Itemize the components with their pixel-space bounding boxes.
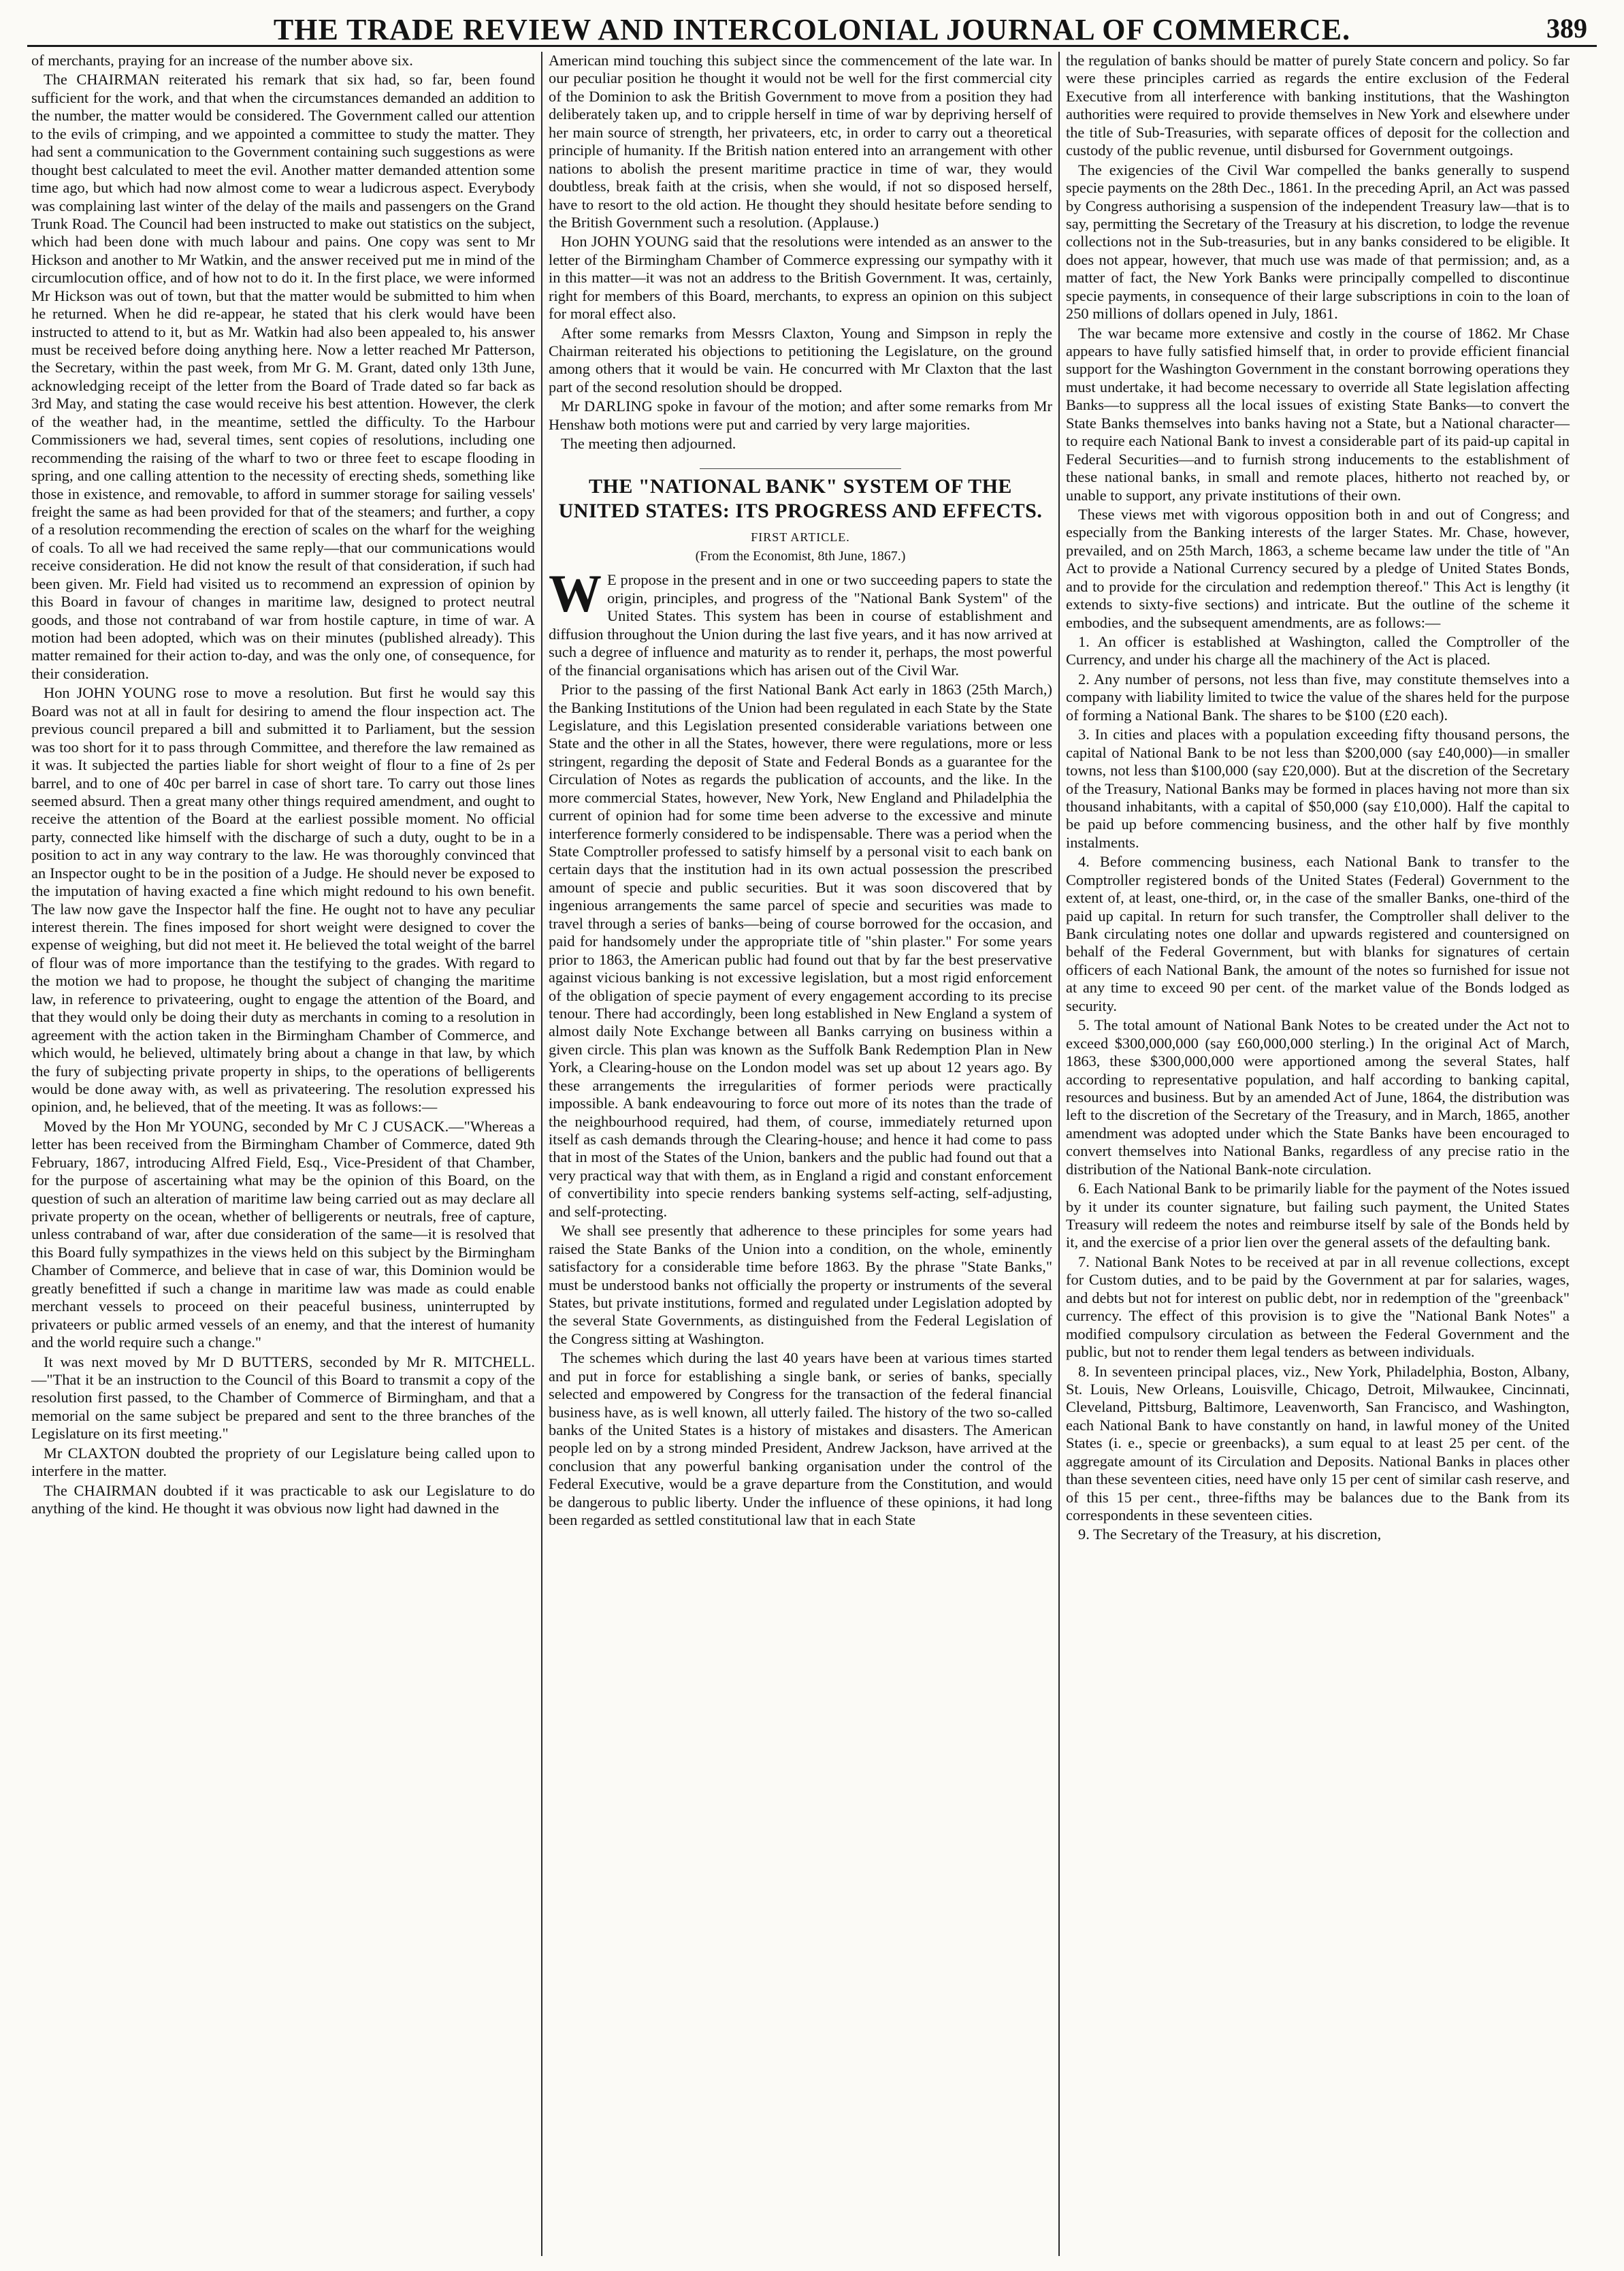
column-1 (27, 52, 539, 2256)
separator (700, 468, 901, 469)
columns (27, 52, 1597, 2256)
paragraph (549, 564, 1052, 679)
paragraph: Prior to the passing of the first National Bank Act early in 1863 (25th March,) the Banking Institutions of the Union had been regulated in each State by the State Legislature, and this Legislation presented considerable variations between one State and the other in all the States, however, there were regulations, more or less stringent, regarding the deposit of State and Federal Bonds as a guarantee for the Circulation of Notes as regards the publication of accounts, and the like. In the more commercial States, however, New York, New England and Philadelphia the current of opinion had for some time been adverse to the excessive and minute interference formerly considered to be indispensable. There was a period when the State Comptroller professed to satisfy himself by a personal visit to each bank on certain days that the institution had in its own actual possession the prescribed amount of specie and public securities. But it was soon discovered that by ingenious arrangements the same parcel of specie and securities was made to travel through a series of banks—being of course borrowed for the occasion, and paid for handsomely under the appropriate title of "shin plaster." For some years prior to 1863, the American public had found out that by far the best preservative against vicious banking is not excessive legislation, but a most rigid enforcement of the obligation of specie payment of every engagement according to its precise tenour. There had accordingly, been long established in New England a system of almost daily Note Exchange between all Banks carrying on business within a given circle. This plan was known as the Suffolk Bank Redemption Plan in New York, a Clearing-house on the London model was set up about 12 years ago. By these arrangements the irregularities of former periods were practically impossible. A bank endeavouring to force out more of its notes than the trade of the neighbourhood required, had them, of course, immediately returned upon itself as cash demands through the Clearing-house; and hence it had come to pass that in most of the States of the Union, bankers and the public had found out that a very practical way that with them, as in England a rigid and constant enforcement of convertibility into specie renders banking systems self-acting, self-adjusting, and self-protecting. (549, 681, 1052, 1220)
article-subtitle: FIRST ARTICLE. (751, 530, 850, 544)
paragraph: 1. An officer is established at Washington, called the Comptroller of the Currency, and under his charge all the machinery of the Act is placed. (1066, 633, 1570, 669)
article-header (549, 468, 1052, 565)
column-rule (541, 52, 542, 2256)
paragraph: American mind touching this subject since the commencement of the late war. In our peculiar position he thought it would not be well for the first commercial city of the Dominion to ask the British Government to move from a position they had deliberately taken up, and to cripple herself in time of war by depriving herself of her main source of strength, her privateers, etc, in order to carry out a theoretical principle of humanity. If the British nation entered into an arrangement with other nations to abolish the present maritime practice in time of war, they would doubtless, break faith at the crisis, when she would, if not so disposed herself, have to resort to the old action. He thought they should hesitate before sending to the British Government such a resolution. (Applause.) (549, 52, 1052, 231)
paragraph: Hon JOHN YOUNG rose to move a resolution. But first he would say this Board was not at all in fault for desiring to amend the flour inspection act. The previous council prepared a bill and submitted it to Parliament, but the session was too short for it to pass through Committee, and therefore the law remained as it was. It subjected the parties liable for short weight of flour to a fine of 2s per barrel, and to one of 40c per barrel in case of short tare. To carry out those lines seemed absurd. Then a great many other things required amendment, and ought to receive the attention of the Board at the earliest possible moment. No official party, connected like himself with the discharge of such a duty, ought to be in a position to act in any way contrary to the law. He was thoroughly convinced that an Inspector ought to be in the position of a Judge. He should never be exposed to the imputation of having exacted a fine which might redound to his own benefit. The law now gave the Inspector half the fine. He ought not to have any peculiar interest therein. The fines imposed for short weight were designed to cover the expense of weighing, but did not meet it. He believed the total weight of the barrel of flour was of more importance than the testifying to the grades. With regard to the motion we had to propose, he thought the subject of changing the maritime law, in reference to privateering, ought to engage the attention of the Board, and that they would only be doing their duty as merchants in coming to a resolution in agreement with the action taken in the Birmingham Chamber of Commerce, and which would, he believed, ultimately bring about a change in that law, by which the fury of subjecting private property in ships, to the operations of belligerents would be done away with, as well as privateering. The resolution expressed his opinion, and, he believed, that of the meeting. It was as follows:— (31, 684, 535, 1116)
journal-title: THE TRADE REVIEW AND INTERCOLONIAL JOURNAL OF COMMERCE. (273, 13, 1351, 46)
paragraph: Moved by the Hon Mr YOUNG, seconded by Mr C J CUSACK.—"Whereas a letter has been received from the Birmingham Chamber of Commerce, dated 9th February, 1867, introducing Alfred Field, Esq., Vice-President of that Chamber, for the purpose of ascertaining what may be the opinion of this Board, on the question of such an alteration of maritime law being carried out as may declare all private property on the ocean, whether of belligerents or neutrals, free of capture, unless contraband of war, after due consideration of the same—it is resolved that this Board fully sympathizes in the views held on this subject by the Birmingham Chamber of Commerce, and believe that in case of war, this Dominion would be greatly benefitted if such a change in maritime law was made as could enable merchant vessels to proceed on their peaceful business, uninterrupted by privateers or public armed vessels of an enemy, and that the interest of humanity and the world require such a change." (31, 1117, 535, 1351)
paragraph: 7. National Bank Notes to be received at par in all revenue collections, except for Custom duties, and to be paid by the Government at par for salaries, wages, and debts but not for interest on public debt, nor in redemption of the "greenback" currency. The effect of this provision is to give the "National Bank Notes" a modified compulsory circulation as between the Federal Government and the public, but not to render them legal tenders as between individuals. (1066, 1253, 1570, 1361)
paragraph: of merchants, praying for an increase of the number above six. (31, 52, 413, 69)
paragraph: The schemes which during the last 40 years have been at various times started and put in force for establishing a single bank, or series of banks, specially selected and empowered by Congress for the transaction of the federal financial business have, as is well known, all utterly failed. The history of the two so-called banks of the United States is a history of mistakes and disasters. The American people led on by a strong minded President, Andrew Jackson, have arrived at the conclusion that any powerful banking organisation under the control of the Federal Executive, would be a grave departure from the Constitution, and would be dangerous to public liberty. Under the influence of these opinions, it had long been regarded as settled constitutional law that in each State (549, 1349, 1052, 1529)
column-2 (545, 52, 1056, 2256)
paragraph: Mr CLAXTON doubted the propriety of our Legislature being called upon to interfere in the matter. (31, 1444, 535, 1480)
paragraph: 9. The Secretary of the Treasury, at his discretion, (1078, 1526, 1382, 1543)
paragraph: The war became more extensive and costly in the course of 1862. Mr Chase appears to have fully satisfied himself that, in order to provide efficient financial support for the Washington Government in the constant borrowing operations they must undertake, it had become necessary to override all State legislation affecting Banks—to suppress all the local issues of existing State Banks—to convert the State Banks themselves into banks having not a State, but a National character—to require each National Bank to invest a considerable part of its paid-up capital in Federal Securities—and to furnish strong inducements to the establishment of these national banks, in small and remote places, hitherto not reached by, or unable to support, any private institutions of their own. (1066, 324, 1570, 504)
paragraph: It was next moved by Mr D BUTTERS, seconded by Mr R. MITCHELL.—"That it be an instruction to the Council of this Board to transmit a copy of the resolution first passed, to the Chamber of Commerce of Birmingham, and that a memorial on the same subject be prepared and sent to the three branches of the Legislature on its first meeting." (31, 1353, 535, 1443)
paragraph: 2. Any number of persons, not less than five, may constitute themselves into a company with liability limited to twice the value of the shares held for the purpose of forming a National Bank. The shares to be $100 (£20 each). (1066, 670, 1570, 724)
paragraph: Mr DARLING spoke in favour of the motion; and after some remarks from Mr Henshaw both motions were put and carried by very large majorities. (549, 398, 1052, 433)
paragraph: 5. The total amount of National Bank Notes to be created under the Act not to exceed $300,000,000 (say £60,000,000 sterling.) In the original Act of March, 1863, these $300,000,000 were apportioned among the several States, half according to representative population, and half according to banking capital, resources and business. But by an amended Act of June, 1864, the distribution was left to the discretion of the Secretary of the Treasury, and in March, 1865, another amendment was adopted under which the State Banks have been encouraged to convert themselves into National Banks, regardless of any precise ratio in the distribution of the National Bank-note circulation. (1066, 1016, 1570, 1178)
paragraph: the regulation of banks should be matter of purely State concern and policy. So far were these principles carried as regards the entire exclusion of the Federal Executive from all interference with banking institutions, that the Washington authorities were required to provide themselves in New York and elsewhere under the title of Sub-Treasuries, with separate offices of deposit for the collection and custody of the public revenue, until disbursed for Government outgoings. (1066, 52, 1570, 159)
paragraph: 4. Before commencing business, each National Bank to transfer to the Comptroller registered bonds of the United States (Federal) Government to the extent of, at least, one-third, or, in the case of the smaller Banks, one-third of the paid up capital. In return for such transfer, the Comptroller shall deliver to the Bank circulating notes one dollar and upwards registered and countersigned on behalf of the Federal Government, but with blanks for signatures of certain officers of each National Bank, the amount of the notes so furnished for issue not at any time to exceed 90 per cent. of the market value of the Bonds lodged as security. (1066, 853, 1570, 1014)
page-number: 389 (1546, 13, 1587, 44)
article-source: (From the Economist, 8th June, 1867.) (695, 548, 906, 564)
masthead (27, 10, 1597, 47)
paragraph: The CHAIRMAN reiterated his remark that six had, so far, been found sufficient for the work, and that when the circumstances demanded an addition to the number, the matter would be considered. The Government called our attention to the evils of crimping, and we appointed a committee to study the matter. They had sent a communication to the Government containing such suggestions as were thought best calculated to meet the evil. Another matter demanded attention some time ago, but which had now almost come to wear a ludicrous aspect. Everybody was complaining last winter of the delay of the mails and passengers on the Grand Trunk Road. The Council had been instructed to make out statistics on the subject, which had been done with much labour and pains. One copy was sent to Mr Hickson and another to Mr Watkin, and the answer received put me in mind of the circumlocution office, and of how not to do it. In the first place, we were informed Mr Hickson was out of town, but that the matter would be submitted to him when he returned. When he did re-appear, he stated that his clerk would have been instructed to attend to it, but as Mr. Watkin had also been appealed to, his answer must be received before doing anything here. Now a letter reached Mr Patterson, the Secretary, within the past week, from Mr G. M. Grant, dated only 13th June, acknowledging receipt of the letter from the Board of Trade dated so far back as 3rd May, and stating the case would receive his best attention. However, the clerk of the weather had, in the meantime, settled the difficulty. To the Harbour Commissioners we had, several times, sent copies of resolutions, including one recommending the raising of the wharf to two or three feet to escape flooding in spring, and one calling attention to the necessity of erecting sheds, something like those in existence, and removable, to afford in summer storage for sailing vessels' freight the same as had been provided for that of the steamers; and further, a copy of a resolution recommending the erection of scales on the wharf for the weighing of coals. To all we had received the same reply—that our communications would receive consideration. He did not know the result of that consideration, if such had been given. Mr. Field had visited us to recommend an expression of opinion by this Board in favour of changes in maritime law, designed to protect neutral goods, and those not contraband of war from hostile capture, in time of war. A motion had been adopted, which was on their minutes (published already). This matter remained for their action to-day, and was the only one, of consequence, for their consideration. (31, 71, 535, 682)
paragraph: Hon JOHN YOUNG said that the resolutions were intended as an answer to the letter of the Birmingham Chamber of Commerce expressing our sympathy with it in this matter—it was not an address to the British Government. It was, certainly, right for members of this Board, merchants, to express an opinion on this subject for moral effect also. (549, 233, 1052, 323)
paragraph: The CHAIRMAN doubted if it was practicable to ask our Legislature to do anything of the kind. He thought it was obvious now light had dawned in the (31, 1481, 535, 1517)
article-title: THE "NATIONAL BANK" SYSTEM OF THE UNITED STATES: ITS PROGRESS AND EFFECTS. (558, 474, 1043, 522)
paragraph: These views met with vigorous opposition both in and out of Congress; and especially from the Banking interests of the larger States. Mr. Chase, however, prevailed, and on 25th March, 1863, a scheme became law under the title of "An Act to provide a National Currency secured by a pledge of United States Bonds, and to provide for the circulation and redemption thereof." This Act is lengthy (it extends to sixty-five sections) and intricate. But the outline of the scheme it embodies, and the subsequent amendments, are as follows:— (1066, 505, 1570, 631)
paragraph-text: E propose in the present and in one or two succeeding papers to state the origin, principles, and progress of the "National Bank System" of the United States. This system has been in course of establishment and diffusion throughout the Union during the last five years, and it has now arrived at such a degree of influence and maturity as to render it, perhaps, the most powerful of the financial organisations which has arisen out of the Civil War. (549, 571, 1052, 679)
paragraph: 6. Each National Bank to be primarily liable for the payment of the Notes issued by it under its counter signature, but failing such payment, the United States Treasury will redeem the notes and reimburse itself by sale of the Bonds held by it, and the exercise of a prior lien over the general assets of the defaulting bank. (1066, 1180, 1570, 1251)
column-rule (1058, 52, 1060, 2256)
paragraph: After some remarks from Messrs Claxton, Young and Simpson in reply the Chairman reiterated his objections to petitioning the Legislature, on the ground among others that it would be vain. He concurred with Mr Claxton that the last part of the second resolution should be dropped. (549, 324, 1052, 396)
newspaper-page (27, 10, 1597, 2256)
column-3 (1062, 52, 1574, 2256)
paragraph: 3. In cities and places with a population exceeding fifty thousand persons, the capital of National Bank to be not less than $200,000 (say £40,000)—in smaller towns, not less than $100,000 (say £20,000). But at the discretion of the Secretary of the Treasury, National Banks may be formed in places having not more than six thousand inhabitants, with a capital of $50,000 (say £10,000). Half the capital to be paid up before commencing business, and the other half by five monthly instalments. (1066, 726, 1570, 851)
drop-cap: W (549, 564, 602, 624)
paragraph: We shall see presently that adherence to these principles for some years had raised the State Banks of the Union into a condition, on the whole, eminently satisfactory for a considerable time before 1863. By the phrase "State Banks," must be understood banks not officially the property or instruments of the several States, but private institutions, formed and regulated under Legislation adopted by the several State Governments, as distinguished from the Federal Legislation of the Congress sitting at Washington. (549, 1222, 1052, 1347)
paragraph: 8. In seventeen principal places, viz., New York, Philadelphia, Boston, Albany, St. Louis, New Orleans, Louisville, Chicago, Detroit, Milwaukee, Cincinnati, Cleveland, Pittsburg, Baltimore, Leavenworth, San Francisco, and Washington, each National Bank to have constantly on hand, in lawful money of the United States (i. e., specie or greenbacks), a sum equal to at least 25 per cent. of the aggregate amount of its Circulation and Deposits. National Banks in places other than these seventeen cities, need have only 15 per cent of similar cash reserve, and of this 15 per cent., three-fifths may be balances due to the Bank from its correspondents in these seventeen cities. (1066, 1362, 1570, 1524)
paragraph: The meeting then adjourned. (561, 435, 736, 453)
paragraph: The exigencies of the Civil War compelled the banks generally to suspend specie payments on the 28th Dec., 1861. In the preceding April, an Act was passed by Congress authorising a suspension of the independent Treasury law—that is to say, permitting the Secretary of the Treasury at his discretion, to lodge the revenue collections not in the Sub-treasuries, but in any banks considered to be eligible. It does not appear, however, that much use was made of that permission; and, as a matter of fact, the New York Banks were principally compelled to discontinue specie payments, in consequence of their large subscriptions in coin to the loan of 250 millions of dollars opened in July, 1861. (1066, 161, 1570, 323)
